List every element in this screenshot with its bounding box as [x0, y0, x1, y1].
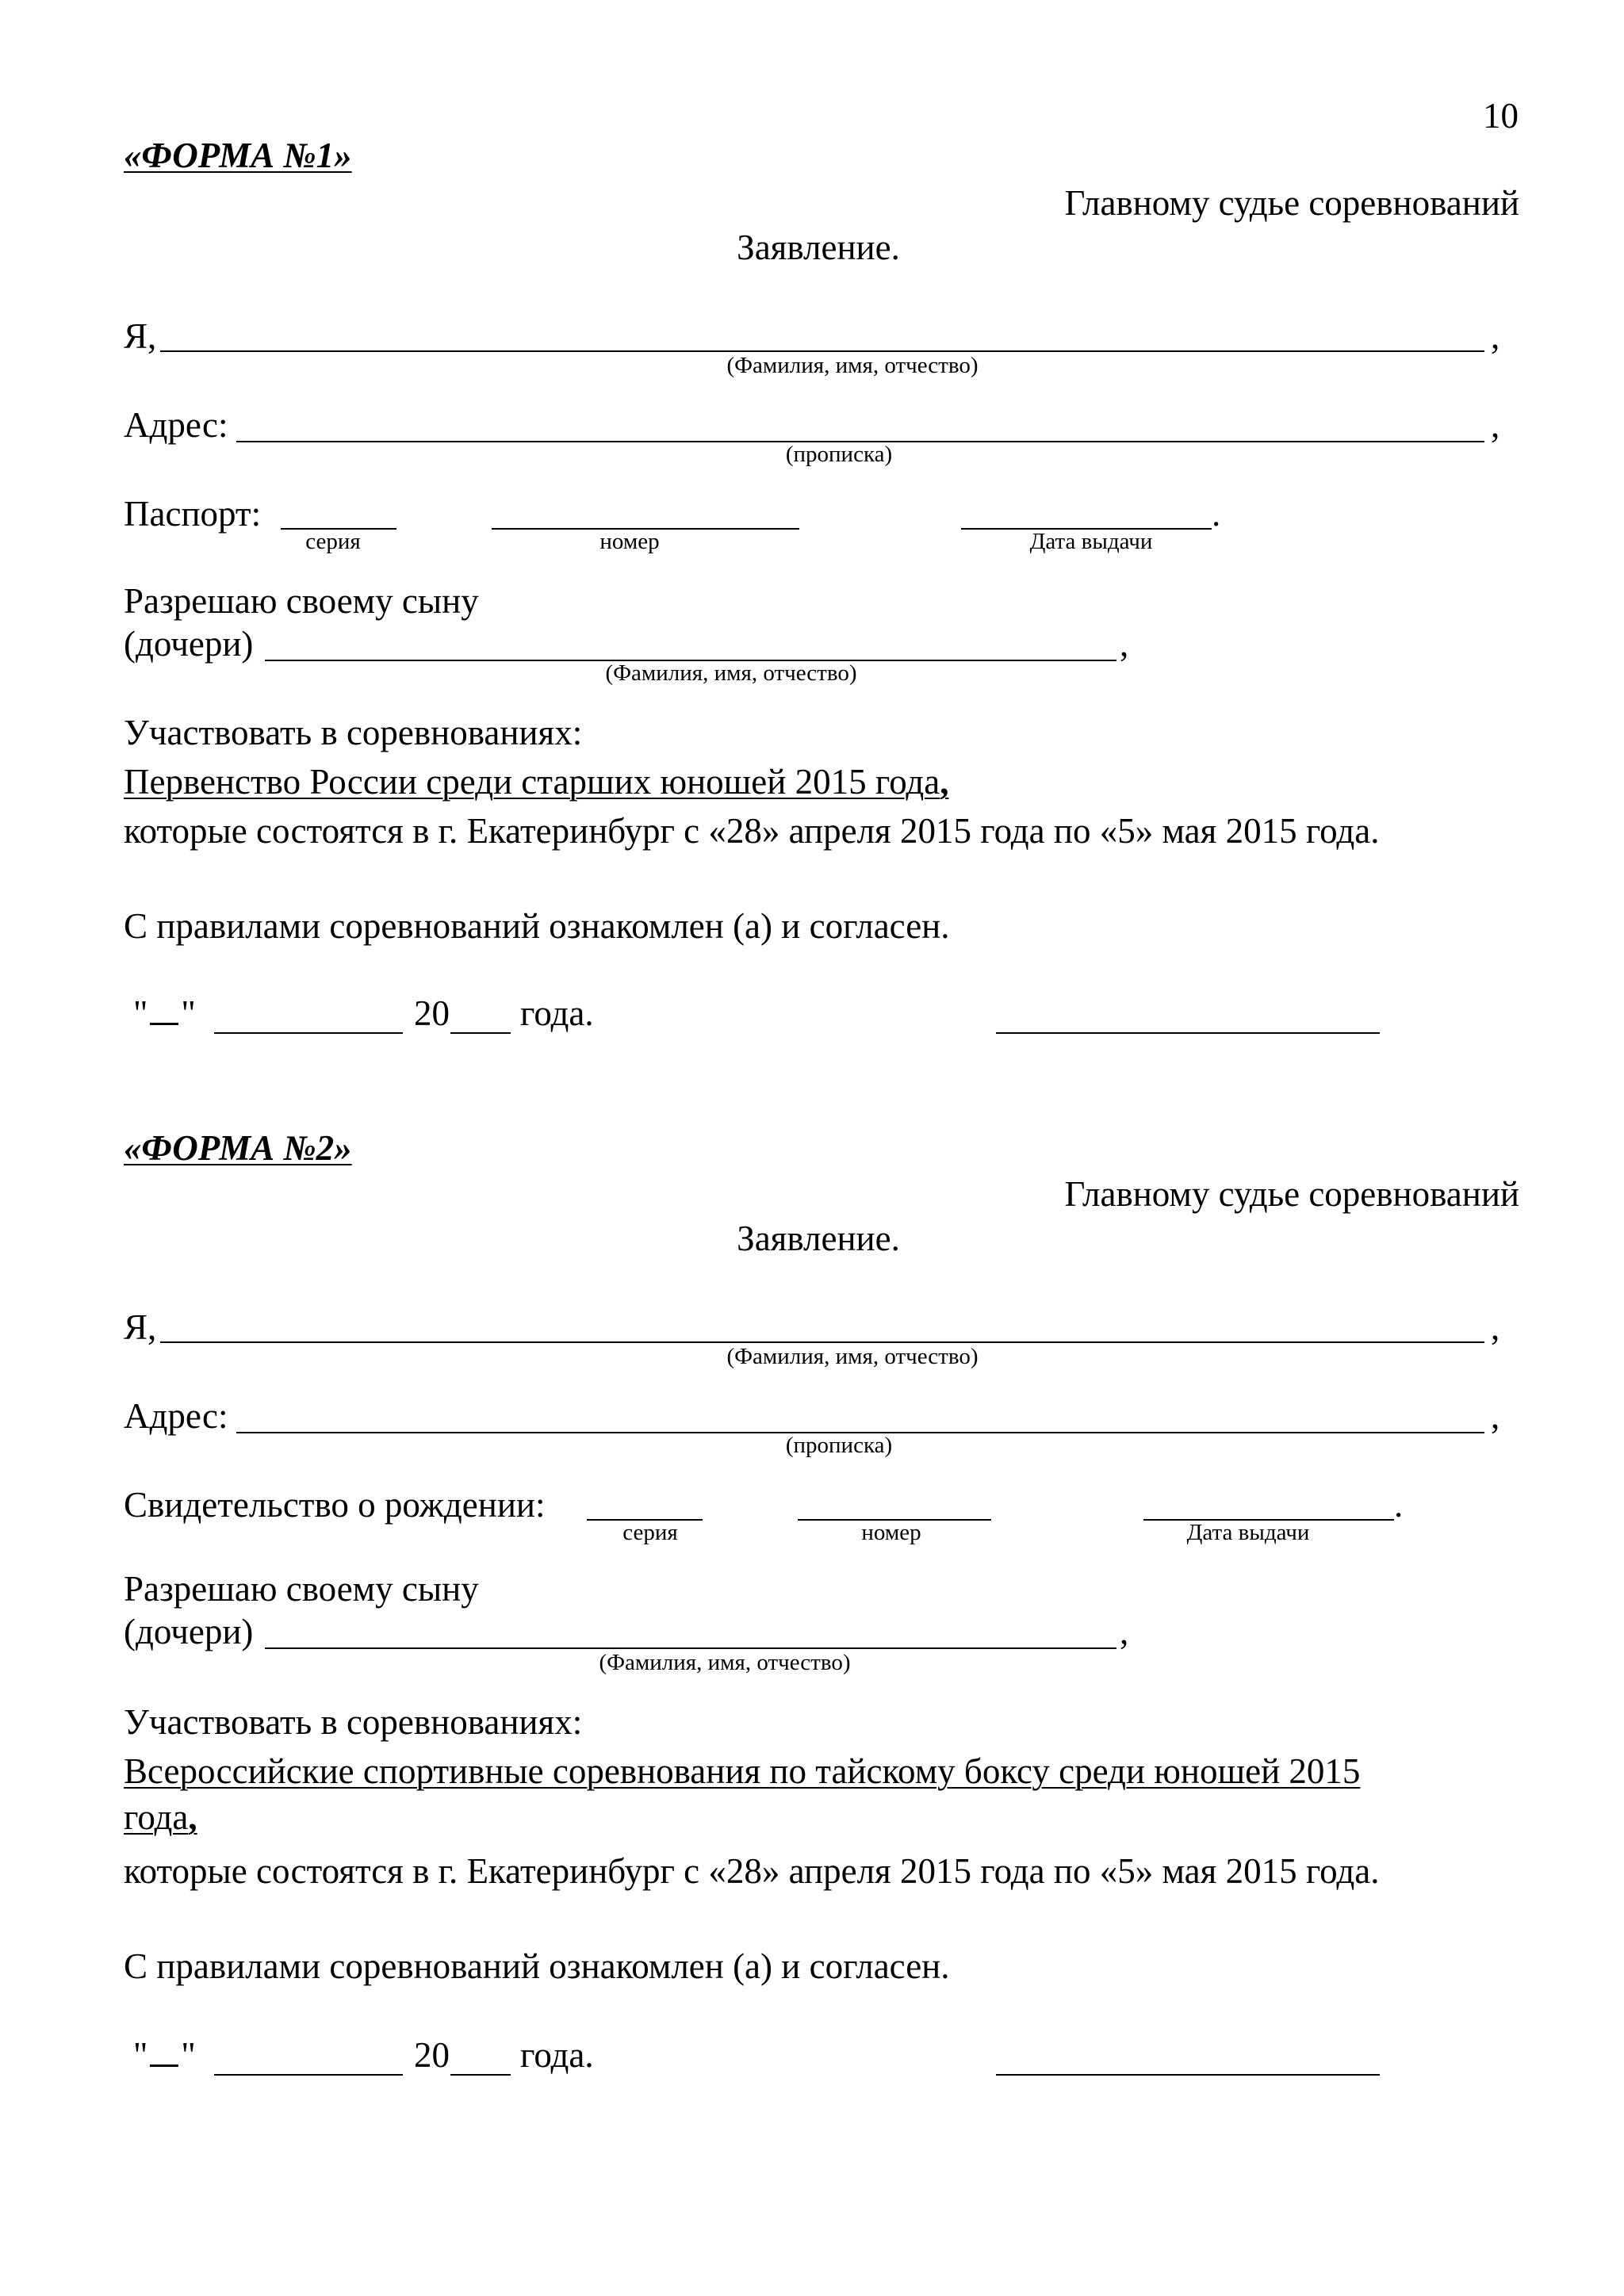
day-open-quote: " [133, 993, 148, 1033]
year-prefix: 20 [414, 993, 450, 1033]
form-title: «ФОРМА №2» [124, 1128, 352, 1168]
participate-label: Участвовать в соревнованиях: [124, 713, 583, 752]
birth-certificate-label: Свидетельство о рождении: [124, 1485, 546, 1525]
year-field-line[interactable] [450, 1032, 511, 1034]
name-hint: (Фамилия, имя, отчество) [726, 1344, 979, 1369]
address-line-comma: , [1491, 405, 1500, 445]
day-close-quote: " [181, 993, 196, 1033]
competition-name-line2 [124, 1795, 197, 1839]
issue-date-hint: Дата выдачи [1186, 1520, 1310, 1545]
competition-name [124, 760, 949, 804]
month-field-line[interactable] [214, 2074, 403, 2076]
name-line-comma: , [1491, 1307, 1500, 1347]
competition-dates: которые состоятся в г. Екатеринбург с «28» апреля 2015 года по «5» мая 2015 года. [124, 1851, 1380, 1891]
day-open-quote: " [133, 2035, 148, 2075]
date-day [133, 991, 196, 1035]
year-suffix: года. [520, 993, 594, 1033]
name-label: Я, [124, 1307, 157, 1347]
name-hint: (Фамилия, имя, отчество) [726, 353, 979, 378]
address-line-comma: , [1491, 1396, 1500, 1436]
competition-title-line2: года [124, 1797, 189, 1837]
series-hint: серия [305, 529, 361, 554]
statement-heading: Заявление. [737, 1219, 900, 1258]
month-field-line[interactable] [214, 1032, 403, 1034]
competition-dates: которые состоятся в г. Екатеринбург с «28» апреля 2015 года по «5» мая 2015 года. [124, 811, 1380, 851]
address-hint: (прописка) [785, 442, 893, 467]
child-line-comma: , [1120, 1612, 1129, 1651]
issue-date-hint: Дата выдачи [1029, 529, 1153, 554]
form-title: «ФОРМА №1» [124, 136, 352, 175]
date-day [133, 2033, 196, 2077]
competition-title: Первенство России среди старших юношей 2015 года [124, 762, 940, 802]
name-line-comma: , [1491, 316, 1500, 356]
permit-text-line2: (дочери) [124, 624, 254, 664]
number-hint: номер [861, 1520, 921, 1545]
name-label: Я, [124, 316, 157, 356]
child-name-hint: (Фамилия, имя, отчество) [599, 1650, 851, 1675]
signature-field-line[interactable] [996, 2074, 1380, 2076]
address-label: Адрес: [124, 405, 228, 445]
competition-comma: , [940, 762, 949, 802]
day-field-line[interactable] [150, 2041, 178, 2067]
certificate-line-period: . [1394, 1485, 1404, 1525]
day-field-line[interactable] [150, 999, 178, 1025]
passport-label: Паспорт: [124, 494, 262, 534]
page-number: 10 [1483, 96, 1519, 136]
addressee: Главному судье соревнований [1064, 1174, 1519, 1214]
rules-agreement: С правилами соревнований ознакомлен (а) и согласен. [124, 1946, 950, 1986]
competition-title-line1: Всероссийские спортивные соревнования по тайскому боксу среди юношей 2015 [124, 1751, 1361, 1791]
address-hint: (прописка) [785, 1433, 893, 1458]
child-name-hint: (Фамилия, имя, отчество) [605, 660, 857, 686]
statement-heading: Заявление. [737, 228, 900, 267]
year-field-line[interactable] [450, 2074, 511, 2076]
rules-agreement: С правилами соревнований ознакомлен (а) и согласен. [124, 906, 950, 946]
signature-field-line[interactable] [996, 1032, 1380, 1034]
series-hint: серия [622, 1520, 678, 1545]
number-hint: номер [599, 529, 660, 554]
permit-text-line2: (дочери) [124, 1612, 254, 1651]
year-prefix: 20 [414, 2035, 450, 2075]
participate-label: Участвовать в соревнованиях: [124, 1702, 583, 1742]
day-close-quote: " [181, 2035, 196, 2075]
permit-text-line1: Разрешаю своему сыну [124, 581, 479, 621]
year-suffix: года. [520, 2035, 594, 2075]
addressee: Главному судье соревнований [1064, 183, 1519, 223]
child-line-comma: , [1120, 624, 1129, 664]
competition-comma: , [188, 1797, 197, 1837]
permit-text-line1: Разрешаю своему сыну [124, 1569, 479, 1609]
passport-line-period: . [1212, 494, 1221, 534]
competition-name-line1 [124, 1749, 1360, 1793]
address-label: Адрес: [124, 1396, 228, 1436]
